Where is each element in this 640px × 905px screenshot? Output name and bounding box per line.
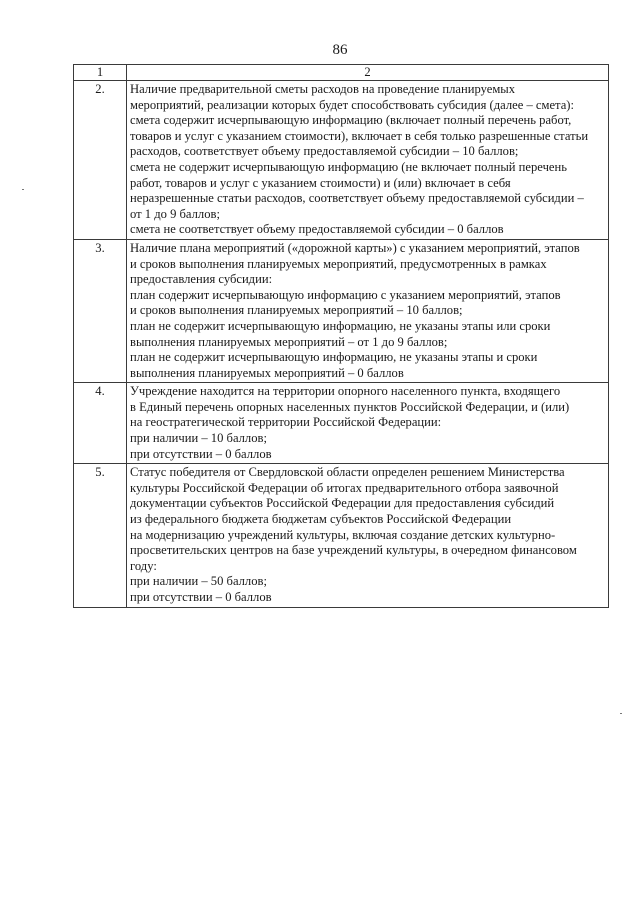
text-line: товаров и услуг с указанием стоимости), включает в себя только разрешенные статьи bbox=[130, 128, 589, 143]
text-line: на модернизацию учреждений культуры, включая создание детских культурно- bbox=[130, 527, 556, 542]
text-line: мероприятий, реализации которых будет способствовать субсидия (далее – смета): bbox=[130, 97, 574, 112]
text-line: при отсутствии – 0 баллов bbox=[130, 446, 272, 461]
text-line: и сроков выполнения планируемых мероприятий, предусмотренных в рамках bbox=[130, 256, 547, 271]
text-line: Наличие плана мероприятий («дорожной карты») с указанием мероприятий, этапов bbox=[130, 240, 580, 255]
table-header-row bbox=[74, 65, 609, 81]
text-line: документации субъектов Российской Федерации для предоставления субсидий bbox=[130, 496, 555, 511]
table-row bbox=[74, 81, 609, 240]
text-line: и сроков выполнения планируемых мероприятий – 10 баллов; bbox=[130, 303, 463, 318]
header-cell-description: 2 bbox=[127, 65, 609, 81]
text-line: при наличии – 10 баллов; bbox=[130, 431, 267, 446]
table-row bbox=[74, 383, 609, 464]
text-line: при наличии – 50 баллов; bbox=[130, 574, 267, 589]
text-line: работ, товаров и услуг с указанием стоимости) и (или) включает в себя bbox=[130, 175, 511, 190]
text-line: смета содержит исчерпывающую информацию (включает полный перечень работ, bbox=[130, 113, 572, 128]
row-description bbox=[127, 81, 609, 240]
text-line: из федерального бюджета бюджетам субъектов Российской Федерации bbox=[130, 512, 512, 527]
text-line: при отсутствии – 0 баллов bbox=[130, 590, 272, 604]
text-line: расходов, соответствует объему предоставляемой субсидии – 10 баллов; bbox=[130, 144, 519, 159]
row-number: 4. bbox=[74, 383, 127, 464]
text-line: на геостратегической территории Российской Федерации: bbox=[130, 415, 442, 430]
header-cell-number: 1 bbox=[74, 65, 127, 81]
text-line: план содержит исчерпывающую информацию с указанием мероприятий, этапов bbox=[130, 287, 561, 302]
table-row bbox=[74, 239, 609, 382]
text-line: культуры Российской Федерации об итогах предварительного отбора заявочной bbox=[130, 480, 559, 495]
row-description bbox=[127, 239, 609, 382]
text-line: в Единый перечень опорных населенных пунктов Российской Федерации, и (или) bbox=[130, 399, 570, 414]
text-line: предоставления субсидии: bbox=[130, 272, 273, 287]
text-line: от 1 до 9 баллов; bbox=[130, 206, 220, 221]
text-line: план не содержит исчерпывающую информацию, не указаны этапы и сроки bbox=[130, 350, 538, 365]
scan-artifact bbox=[620, 713, 622, 714]
criteria-table bbox=[73, 64, 609, 608]
text-line: план не содержит исчерпывающую информацию, не указаны этапы или сроки bbox=[130, 318, 551, 333]
row-number: 2. bbox=[74, 81, 127, 240]
row-description bbox=[127, 464, 609, 607]
text-line: смета не содержит исчерпывающую информацию (не включает полный перечень bbox=[130, 159, 567, 174]
text-line: году: bbox=[130, 558, 157, 573]
text-line: Учреждение находится на территории опорного населенного пункта, входящего bbox=[130, 384, 561, 399]
text-line: смета не соответствует объему предоставляемой субсидии – 0 баллов bbox=[130, 222, 504, 237]
page-number: 86 bbox=[332, 42, 348, 58]
row-number: 5. bbox=[74, 464, 127, 607]
text-line: выполнения планируемых мероприятий – от 1 до 9 баллов; bbox=[130, 334, 448, 349]
text-line: просветительских центров на базе учреждений культуры, в очередном финансовом bbox=[130, 543, 577, 558]
text-line: Статус победителя от Свердловской области определен решением Министерства bbox=[130, 465, 565, 480]
text-line: выполнения планируемых мероприятий – 0 баллов bbox=[130, 365, 404, 380]
text-line: Наличие предварительной сметы расходов на проведение планируемых bbox=[130, 82, 516, 96]
scan-artifact bbox=[22, 189, 24, 190]
row-number: 3. bbox=[74, 239, 127, 382]
table-row bbox=[74, 464, 609, 607]
text-line: неразрешенные статьи расходов, соответствует объему предоставляемой субсидии – bbox=[130, 191, 584, 206]
row-description bbox=[127, 383, 609, 464]
